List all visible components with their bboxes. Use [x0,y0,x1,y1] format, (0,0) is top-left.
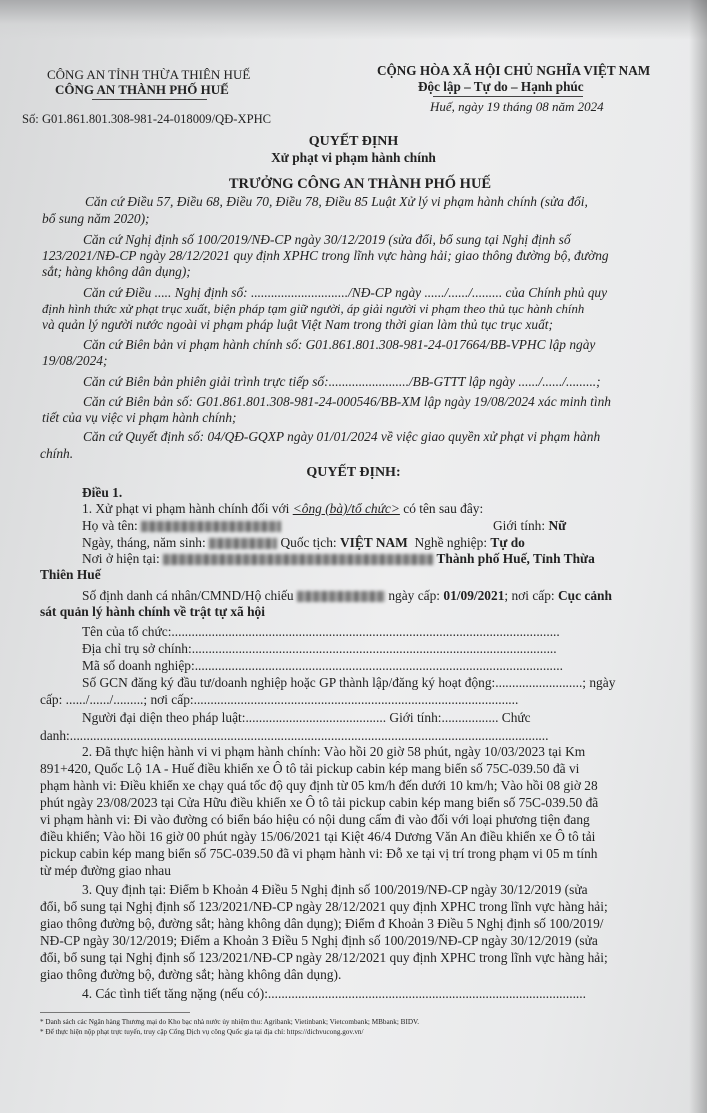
violation-line: pickup cabin kép mang biển số 75C-039.50 đã vi phạm hành vi: Đỗ xe tại vị trí trong phạm vi 05 m tính [40,846,598,861]
address-line2: Thiên Huế [40,567,101,582]
preamble-line: bổ sung năm 2020); [42,211,150,226]
id-issuer-line2: sát quản lý hành chính về trật tự xã hội [40,604,265,619]
org-license-issue: cấp: ....../....../.........; nơi cấp:................................................................................................. [40,692,519,707]
org-license-field: Số GCN đăng ký đầu tư/doanh nghiệp hoặc GP thành lập/đăng ký hoạt động:..........................; ngày [82,675,616,690]
address-field: Nơi ở hiện tại: Thành phố Huế, Tỉnh Thừa [82,551,595,566]
preamble-line: Căn cứ Điều ..... Nghị định số: ............................./NĐ-CP ngày ....../....../......... của Chính phủ quy [83,285,608,300]
preamble-line: Căn cứ Nghị định số 100/2019/NĐ-CP ngày 30/12/2019 (sửa đổi, bổ sung tại Nghị định số [83,232,571,247]
redacted-address [163,554,433,565]
document-number: Số: G01.861.801.308-981-24-018009/QĐ-XPHC [22,112,272,126]
name-field: Họ và tên: [82,518,281,534]
preamble-line: Căn cứ Điều 57, Điều 68, Điều 70, Điều 78, Điều 85 Luật Xử lý vi phạm hành chính (sửa đổi, [85,194,588,209]
regulation-line: giao thông đường bộ, đường sắt; hàng không dân dụng). [40,967,342,982]
decision-heading: QUYẾT ĐỊNH: [306,465,401,480]
preamble-line: 19/08/2024; [42,353,108,368]
regulation-line: NĐ-CP ngày 30/12/2019; Điểm a Khoản 3 Điều 5 Nghị định số 100/2019/NĐ-CP ngày 30/12/2019 (sửa [40,933,598,948]
org-address-field: Địa chỉ trụ sở chính:............................................................................................................. [82,641,557,656]
preamble-line: định hình thức xử phạt trục xuất, biện pháp tạm giữ người, áp giải người vi phạm theo thủ tục hành chính [42,302,585,316]
aggravating-factors: 4. Các tình tiết tăng nặng (nếu có):............................................................................................... [82,986,586,1001]
dob-field: Ngày, tháng, năm sinh: Quốc tịch: VIỆT NAM Nghề nghiệp: Tự do [82,535,525,550]
motto-underline [433,96,583,97]
redacted-dob [209,538,277,549]
redacted-id [297,591,385,602]
violation-line: vi phạm hành vi: Đi vào đường có biển báo hiệu có nội dung cấm đi vào đối với loại phương tiện đang [40,812,590,827]
preamble-line: sắt; hàng không dân dụng); [42,264,191,279]
violation-line: phạm hành vi: Điều khiển xe chạy quá tốc độ quy định từ 05 km/h đến dưới 10 km/h; Vào hồi 08 giờ 28 [40,778,598,793]
agency-underline [92,99,207,100]
document-subtitle: Xử phạt vi phạm hành chính [271,150,436,165]
preamble-line: Căn cứ Biên bản phiên giải trình trực tiếp số:......................../BB-GTTT lập ngày ....../....../.........; [83,374,601,389]
preamble-line: tiết của vụ việc vi phạm hành chính; [42,410,237,425]
preamble-line: chính. [40,446,74,461]
violation-line: 2. Đã thực hiện hành vi vi phạm hành chính: Vào hồi 20 giờ 58 phút, ngày 10/03/2023 tại Km [82,744,586,759]
footnote-divider [40,1012,190,1013]
gender-field: Giới tính: Nữ [493,518,567,533]
document-title: QUYẾT ĐỊNH [308,134,399,149]
regulation-line: đổi, bổ sung tại Nghị định số 123/2021/NĐ-CP ngày 28/12/2021 quy định XPHC trong lĩnh vực hàng hải; [40,950,608,965]
regulation-line: đổi, bổ sung tại Nghị định số 123/2021/NĐ-CP ngày 28/12/2021 quy định XPHC trong lĩnh vực hàng hải; [40,899,608,914]
country-name: CỘNG HÒA XÃ HỘI CHỦ NGHĨA VIỆT NAM [377,63,651,78]
preamble-line: Căn cứ Biên bản số: G01.861.801.308-981-24-000546/BB-XM lập ngày 19/08/2024 xác minh tình [83,394,611,409]
violation-line: phút ngày 23/08/2023 tại Cửa Hữu điều khiển xe Ô tô tải pickup cabin kép mang biển số 75C-039.50 đã [40,795,599,810]
footnote-online-payment: * Để thực hiện nộp phạt trực tuyến, truy cập Cổng Dịch vụ công Quốc gia tại địa chỉ: https://dichvucong.gov.vn/ [40,1028,364,1036]
preamble-line: và quản lý người nước ngoài vi phạm pháp luật Việt Nam trong thời gian làm thủ tục trục xuất; [42,317,553,332]
violation-line: 891+420, Quốc Lộ 1A - Huế điều khiển xe Ô tô tải pickup cabin kép mang biển số 75C-039.50 đã vi [40,761,580,776]
footnote-banks: * Danh sách các Ngân hàng Thương mại do Kho bạc nhà nước ủy nhiệm thu: Agribank; Vietinbank; Vietcombank; MBbank; BIDV. [40,1018,420,1026]
national-motto: Độc lập – Tự do – Hạnh phúc [418,79,584,94]
regulation-line: 3. Quy định tại: Điểm b Khoản 4 Điều 5 Nghị định số 100/2019/NĐ-CP ngày 30/12/2019 (sửa [82,882,588,897]
violation-line: từ mép đường giao nhau [40,863,171,878]
preamble-line: Căn cứ Quyết định số: 04/QĐ-GQXP ngày 01/01/2024 về việc giao quyền xử phạt vi phạm hành [83,429,601,444]
regulation-line: giao thông đường bộ, đường sắt; hàng không dân dụng); Điểm đ Khoản 3 Điều 5 Nghị định số 100/2019/ [40,916,604,931]
preamble-line: Căn cứ Biên bản vi phạm hành chính số: G01.861.801.308-981-24-017664/BB-VPHC lập ngày [83,337,596,352]
page-shadow [689,0,707,1113]
org-name-field: Tên của tổ chức:.................................................................................................................... [82,624,560,639]
preamble-line: 123/2021/NĐ-CP ngày 28/12/2021 quy định XPHC trong lĩnh vực hàng hải; giao thông đường bộ, đường [42,248,609,263]
article-label: Điều 1. [82,485,123,500]
issuing-authority: TRƯỞNG CÔNG AN THÀNH PHỐ HUẾ [228,176,492,192]
id-field: Số định danh cá nhân/CMND/Hộ chiếu ngày cấp: 01/09/2021; nơi cấp: Cục cảnh [82,588,612,603]
redacted-name [141,521,281,532]
org-tax-code-field: Mã số doanh nghiệp:.............................................................................................................. [82,658,563,673]
agency-name: CÔNG AN THÀNH PHỐ HUẾ [55,82,229,97]
place-date: Huế, ngày 19 tháng 08 năm 2024 [430,99,604,114]
violation-line: điều khiển; Vào hồi 16 giờ 00 phút ngày 15/06/2021 tại Kiệt 46/4 Dương Văn An điều khiển xe Ô tô tải [40,829,596,844]
legal-rep-title: danh:............................................................................................................................................... [40,728,549,743]
sanction-intro: 1. Xử phạt vi phạm hành chính đối với <ông (bà)/tổ chức> có tên sau đây: [82,501,484,516]
legal-rep-field: Người đại diện theo pháp luật:.......................................... Giới tính:................. Chức [82,710,531,725]
agency-parent: CÔNG AN TỈNH THỪA THIÊN HUẾ [47,67,251,82]
